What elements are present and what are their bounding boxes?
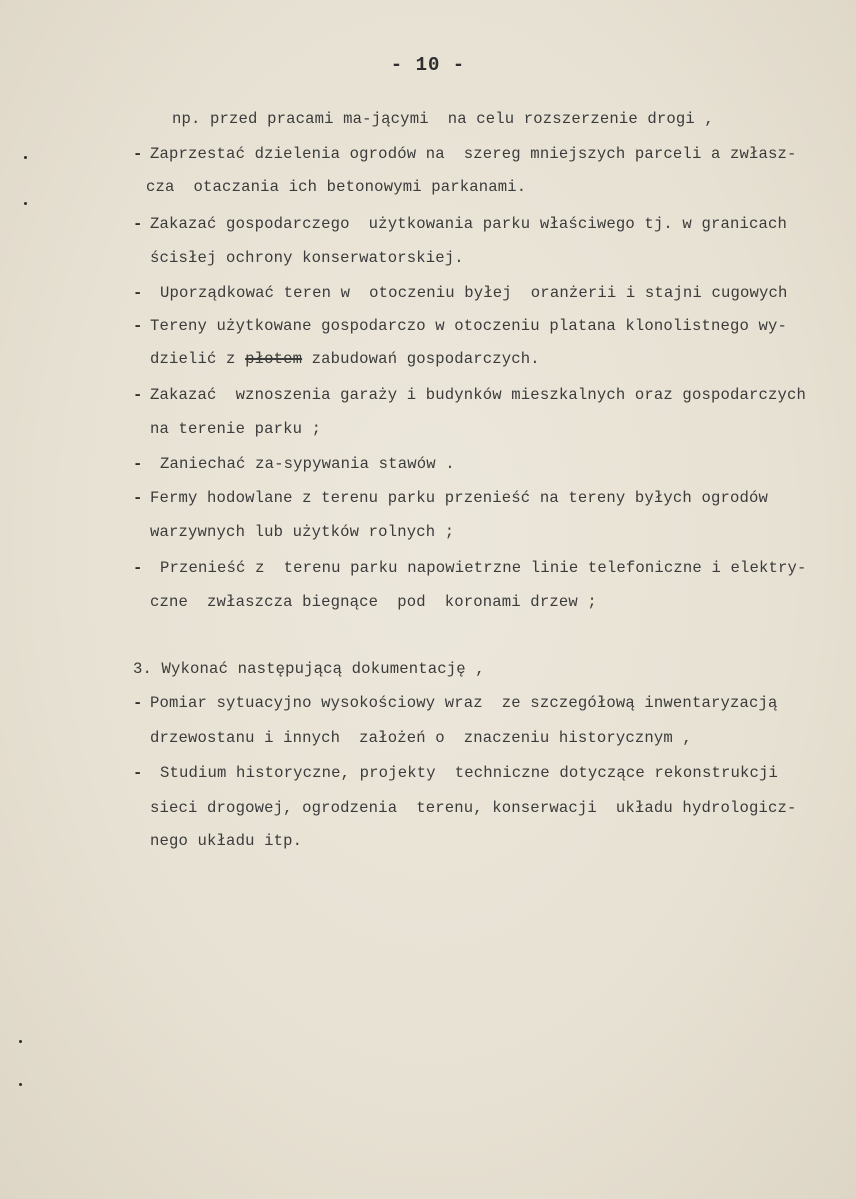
bullet-dash: - bbox=[133, 559, 143, 577]
text-line: nego układu itp. bbox=[150, 832, 303, 850]
text-line: Pomiar sytuacyjno wysokościowy wraz ze szczegółową inwentaryzacją bbox=[150, 694, 778, 712]
bullet-dash: - bbox=[133, 317, 143, 335]
text-line: czne zwłaszcza biegnące pod koronami drzew ; bbox=[150, 593, 597, 611]
margin-mark bbox=[19, 1040, 22, 1043]
bullet-dash: - bbox=[133, 145, 143, 163]
text-line: Zakazać gospodarczego użytkowania parku właściwego tj. w granicach bbox=[150, 215, 788, 233]
bullet-dash: - bbox=[133, 386, 143, 404]
bullet-dash: - bbox=[133, 489, 143, 507]
text-fragment: zabudowań gospodarczych. bbox=[302, 350, 540, 368]
section-heading: 3. Wykonać następującą dokumentację , bbox=[133, 660, 485, 678]
text-line: Zaniechać za-sypywania stawów . bbox=[160, 455, 455, 473]
margin-mark bbox=[24, 156, 27, 159]
text-line: cza otaczania ich betonowymi parkanami. bbox=[146, 178, 527, 196]
bullet-dash: - bbox=[133, 694, 143, 712]
text-line: na terenie parku ; bbox=[150, 420, 322, 438]
text-line: drzewostanu i innych założeń o znaczeniu historycznym , bbox=[150, 729, 692, 747]
margin-mark bbox=[24, 202, 27, 205]
text-line: Zakazać wznoszenia garaży i budynków mieszkalnych oraz gospodarczych bbox=[150, 386, 807, 404]
margin-mark bbox=[19, 1083, 22, 1086]
text-line: sieci drogowej, ogrodzenia terenu, konserwacji układu hydrologicz- bbox=[150, 799, 797, 817]
struck-word: płotem bbox=[245, 350, 303, 368]
page-number: - 10 - bbox=[390, 54, 466, 76]
bullet-dash: - bbox=[133, 284, 143, 302]
text-line: np. przed pracami ma-jącymi na celu rozszerzenie drogi , bbox=[172, 110, 714, 128]
text-line: Studium historyczne, projekty techniczne dotyczące rekonstrukcji bbox=[160, 764, 779, 782]
text-line bbox=[150, 350, 540, 368]
text-line: Zaprzestać dzielenia ogrodów na szereg mniejszych parceli a zwłasz- bbox=[150, 145, 797, 163]
text-line: Tereny użytkowane gospodarczo w otoczeniu platana klonolistnego wy- bbox=[150, 317, 788, 335]
text-line: Uporządkować teren w otoczeniu byłej oranżerii i stajni cugowych bbox=[160, 284, 788, 302]
text-line: warzywnych lub użytków rolnych ; bbox=[150, 523, 455, 541]
bullet-dash: - bbox=[133, 764, 143, 782]
text-line: Fermy hodowlane z terenu parku przenieść na tereny byłych ogrodów bbox=[150, 489, 769, 507]
bullet-dash: - bbox=[133, 455, 143, 473]
bullet-dash: - bbox=[133, 215, 143, 233]
text-line: Przenieść z terenu parku napowietrzne linie telefoniczne i elektry- bbox=[160, 559, 807, 577]
text-fragment: dzielić z bbox=[150, 350, 246, 368]
text-line: ścisłej ochrony konserwatorskiej. bbox=[150, 249, 464, 267]
